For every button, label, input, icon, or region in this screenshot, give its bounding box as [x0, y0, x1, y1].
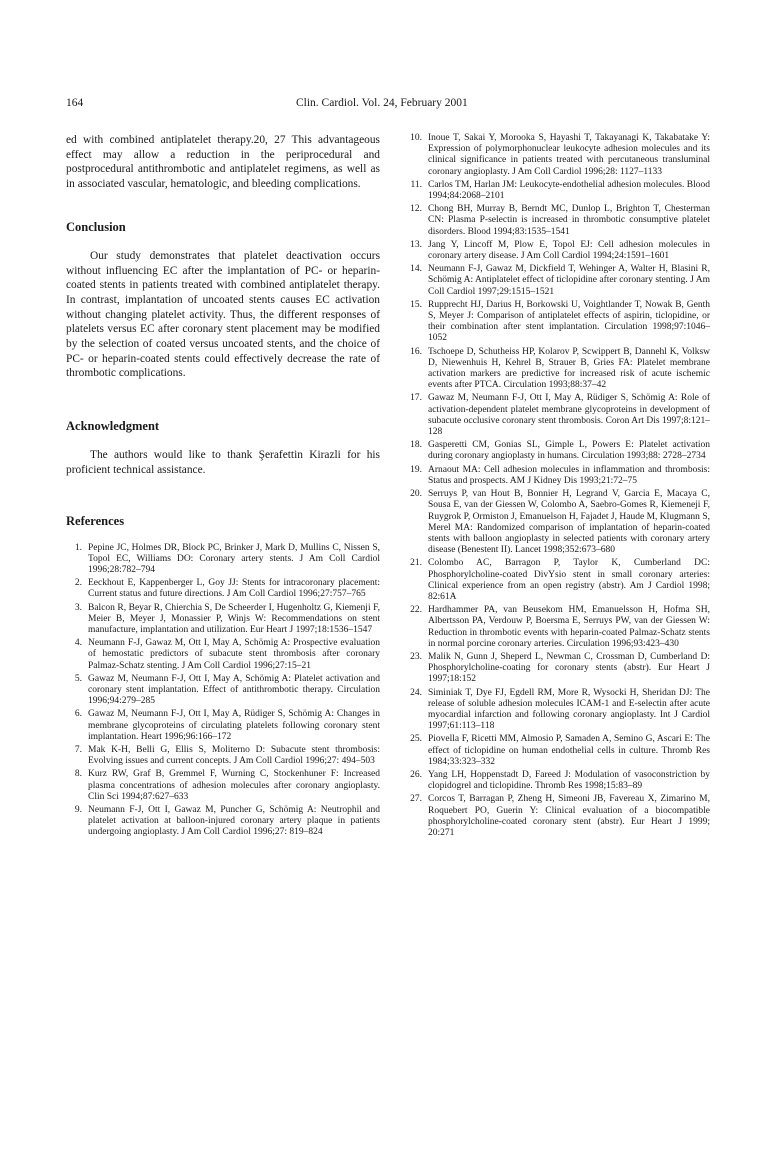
reference-number: 3.	[74, 602, 82, 613]
reference-item	[402, 489, 710, 556]
reference-item	[402, 300, 710, 345]
reference-item	[66, 745, 380, 767]
right-column	[402, 133, 710, 841]
reference-text: Tschoepe D, Schutheiss HP, Kolarov P, Scwippert B, Dannehl K, Volksw D, Niewenhuis H, Kehrel B, Strauer B, Gries FA: Platelet membrane activation markers are predictive for increased risk of acute ischemic events after PTCA. Circulation 1993;88:37–42	[428, 346, 710, 391]
reference-item	[402, 240, 710, 262]
reference-text: Gawaz M, Neumann F-J, Ott I, May A, Rüdiger S, Schömig A: Changes in membrane glycoproteins of circulating platelets following coronary stent implantation. Heart 1996;96:166–172	[88, 709, 380, 742]
reference-text: Gawaz M, Neumann F-J, Ott I, May A, Rüdiger S, Schömig A: Role of activation-dependent platelet membrane glycoproteins in development of subacute occlusive coronary stent thrombosis. Coron Art Dis 1997;8:121–128	[428, 393, 710, 438]
reference-number: 15.	[410, 299, 422, 310]
reference-number: 4.	[74, 638, 82, 649]
reference-item	[66, 805, 380, 839]
reference-number: 11.	[410, 179, 422, 190]
page-number: 164	[66, 97, 84, 109]
references-list-right	[402, 133, 710, 839]
reference-text: Neumann F-J, Gawaz M, Ott I, May A, Schömig A: Prospective evaluation of hemostatic predictors of subacute stent thrombosis after coronary Palmaz-Schatz stenting. J Am Coll Cardiol 1996;27:15–21	[88, 638, 380, 671]
reference-item	[402, 133, 710, 178]
page-header	[66, 97, 711, 113]
reference-text: Kurz RW, Graf B, Gremmel F, Wurning C, Stockenhuner F: Increased plasma concentrations of adhesion molecules after coronary angioplasty. Clin Sci 1994;87:627–633	[88, 769, 380, 802]
reference-text: Eeckhout E, Kappenberger L, Goy JJ: Stents for intracoronary placement: Current status and future directions. J Am Coll Cardiol 1996;27:757–765	[88, 578, 380, 600]
reference-item	[66, 674, 380, 708]
reference-number: 10.	[410, 133, 422, 143]
conclusion-text: Our study demonstrates that platelet deactivation occurs without influencing EC after the implantation of PC- or heparin-coated stents in patients treated with combined antiplatelet therapy. In contrast, implantation of uncoated stents causes EC activation without changing platelet activity. Thus, the different responses of platelets versus EC after coronary stent placement may be modified by the selection of coated versus uncoated stents, and the choice of PC- or heparin-coated stents could effectively decrease the rate of thrombotic complications.	[66, 249, 380, 380]
reference-item	[402, 734, 710, 768]
reference-item	[402, 393, 710, 438]
reference-text: Malik N, Gunn J, Sheperd L, Newman C, Crossman D, Cumberland D: Phosphorylcholine-coating for coronary stents (abstr). Eur Heart J 1997;18:152	[428, 651, 710, 685]
reference-number: 22.	[410, 605, 422, 616]
reference-text: Chong BH, Murray B, Berndt MC, Dunlop L, Brighton T, Chesterman CN: Plasma P-selectin is increased in thrombotic consumptive platelet disorders. Blood 1994;83:1535–1541	[428, 204, 710, 237]
reference-number: 13.	[410, 239, 422, 250]
reference-item	[66, 709, 380, 743]
reference-number: 8.	[74, 769, 82, 780]
reference-number: 20.	[410, 489, 422, 500]
reference-item	[66, 638, 380, 672]
reference-number: 12.	[410, 204, 422, 215]
reference-number: 24.	[410, 687, 422, 698]
reference-number: 7.	[74, 745, 82, 755]
references-heading: References	[66, 513, 125, 528]
reference-item	[402, 204, 710, 238]
running-head: Clin. Cardiol. Vol. 24, February 2001	[296, 97, 468, 109]
reference-text: Gasperetti CM, Gonias SL, Gimple L, Powers E: Platelet activation during coronary angioplasty in humans. Circulation 1993;88: 2728–2734	[428, 440, 710, 462]
reference-text: Colombo AC, Barragon P, Taylor K, Cumberland DC: Phosphorylcholine-coated DivYsio stent in small coronary arteries: Clinical experience from an open registry (abstr). Am J Cardiol 1998; 82:61A	[428, 558, 710, 602]
reference-number: 18.	[410, 440, 422, 451]
reference-item	[66, 543, 380, 577]
reference-item	[402, 558, 710, 603]
reference-number: 2.	[74, 578, 82, 589]
reference-item	[66, 603, 380, 637]
reference-text: Neumann F-J, Ott I, Gawaz M, Puncher G, Schömig A: Neutrophil and platelet activation at balloon-injured coronary artery plaque in patients undergoing angioplasty. J Am Coll Cardiol 1996;27: 819–824	[88, 805, 380, 838]
reference-item	[402, 652, 710, 686]
reference-text: Serruys P, van Hout B, Bonnier H, Legrand V, Garcia E, Macaya C, Sousa E, van der Giessen W, Colombo A, Saebro-Gomes R, Kiemeneji F, Ruygrok P, Ormiston J, Emanuelson H, Fajadet J, Haude M, Klugmann S, Merel MA: Randomized comparison of implantation of heparin-coated stents with balloon angioplasty in selected patients with coronary artery disease (Benestent II). Lancet 1998;352:673–680	[428, 489, 710, 556]
reference-text: Hardhammer PA, van Beusekom HM, Emanuelsson H, Hofma SH, Albertsson PA, Verdouw P, Boersma E, Serruys PW, van der Giessen W: Reduction in thrombotic events with heparin-coated Palmaz-Schatz stents in normal porcine coronary arteries. Circulation 1996;93:423–430	[428, 605, 710, 649]
reference-number: 6.	[74, 709, 82, 720]
reference-text: Neumann F-J, Gawaz M, Dickfield T, Wehinger A, Walter H, Blasini R, Schömig A: Antiplatelet effect of ticlopidine after coronary stenting. J Am Coll Cardiol 1997;29:1515–1521	[428, 264, 710, 297]
reference-text: Rupprecht HJ, Darius H, Borkowski U, Voightlander T, Nowak B, Genth S, Meyer J: Comparison of antiplatelet effects of aspirin, ticlopidine, or their combination after stent implantation. Circulation 1998;97:1046–1052	[428, 299, 710, 344]
reference-text: Corcos T, Barragan P, Zheng H, Simeoni JB, Favereau X, Zimarino M, Roquebert PO, Guerin Y: Clinical evaluation of a biocompatible phosphorylcholine-coated coronary stent (abstr). Eur Heart J 1999; 20:271	[428, 794, 710, 838]
acknowledgment-text: The authors would like to thank Şerafettin Kirazli for his proficient technical assistance.	[66, 449, 380, 476]
reference-text: Arnaout MA: Cell adhesion molecules in inflammation and thrombosis: Status and prospects. AM J Kidney Dis 1993;21:72–75	[428, 464, 710, 486]
acknowledgment-heading: Acknowledgment	[66, 419, 160, 434]
reference-item	[66, 578, 380, 600]
conclusion-heading: Conclusion	[66, 219, 126, 234]
left-column	[66, 133, 380, 841]
reference-item	[402, 794, 710, 839]
reference-text: Carlos TM, Harlan JM: Leukocyte-endothelial adhesion molecules. Blood 1994;84:2068–2101	[428, 179, 710, 202]
reference-text: Balcon R, Beyar R, Chierchia S, De Scheerder I, Hugenholtz G, Kiemenji F, Meier B, Meyer J, Monassier P, Winjs W: Recommendations on stent manufacture, implantation and utilization. Eur Heart J 1997;18:1536–1547	[88, 602, 380, 635]
reference-text: Mak K-H, Belli G, Ellis S, Moliterno D: Subacute stent thrombosis: Evolving issues and current concepts. J Am Coll Cardiol 1996;27: 494–503	[88, 745, 380, 767]
reference-text: Piovella F, Ricetti MM, Almosio P, Samaden A, Semino G, Ascari E: The effect of ticlopidine on human endothelial cells in culture. Thromb Res 1984;33:323–332	[428, 734, 710, 767]
reference-item	[402, 465, 710, 487]
references-list-left	[66, 543, 380, 839]
reference-item	[66, 769, 380, 803]
reference-text: Pepine JC, Holmes DR, Block PC, Brinker J, Mark D, Mullins C, Nissen S, Topol EC, Williams DO: Coronary artery stents. J Am Coll Cardiol 1996;28:782–794	[88, 542, 380, 575]
reference-number: 19.	[410, 464, 422, 475]
reference-item	[402, 440, 710, 462]
reference-item	[402, 688, 710, 733]
reference-text: Siminiak T, Dye FJ, Egdell RM, More R, Wysocki H, Sheridan DJ: The release of soluble adhesion molecules ICAM-1 and E-selectin after acute myocardial infarction and following coronary angioplasty. Int J Cardiol 1997;61:113–118	[428, 687, 710, 732]
reference-text: Yang LH, Hoppenstadt D, Fareed J: Modulation of vasoconstriction by clopidogrel and ticlopidine. Thromb Res 1998;15:83–89	[428, 769, 710, 792]
reference-text: Inoue T, Sakai Y, Morooka S, Hayashi T, Takayanagi K, Takabatake Y: Expression of polymorphonuclear leukocyte adhesion molecules and its clinical significance in patients treated with percutaneous transluminal coronary angioplasty. J Am Coll Cardiol 1996;28: 1127–1133	[428, 133, 710, 177]
reference-number: 25.	[410, 734, 422, 745]
reference-number: 14.	[410, 264, 422, 275]
reference-number: 27.	[410, 794, 422, 805]
reference-item	[402, 347, 710, 392]
reference-number: 23.	[410, 651, 422, 662]
reference-text: Jang Y, Lincoff M, Plow E, Topol EJ: Cell adhesion molecules in coronary artery disease. J Am Coll Cardiol 1994;24:1591–1601	[428, 239, 710, 262]
reference-item	[402, 180, 710, 202]
reference-number: 16.	[410, 346, 422, 357]
reference-number: 26.	[410, 769, 422, 780]
reference-text: Gawaz M, Neumann F-J, Ott I, May A, Schömig A: Platelet activation and coronary stent implantation. Effect of antithrombotic therapy. Circulation 1996;94:279–285	[88, 673, 380, 707]
reference-item	[402, 770, 710, 792]
reference-number: 5.	[74, 673, 82, 684]
reference-item	[402, 605, 710, 650]
reference-number: 21.	[410, 558, 422, 569]
reference-number: 9.	[74, 805, 82, 816]
reference-item	[402, 264, 710, 298]
reference-number: 1.	[74, 542, 82, 553]
reference-number: 17.	[410, 393, 422, 404]
intro-paragraph: ed with combined antiplatelet therapy.20, 27 This advantageous effect may allow a reduction in the periprocedural and postprocedural antithrombotic and antiplatelet regimens, as well as in associated vascular, hematologic, and bleeding complications.	[66, 134, 380, 191]
